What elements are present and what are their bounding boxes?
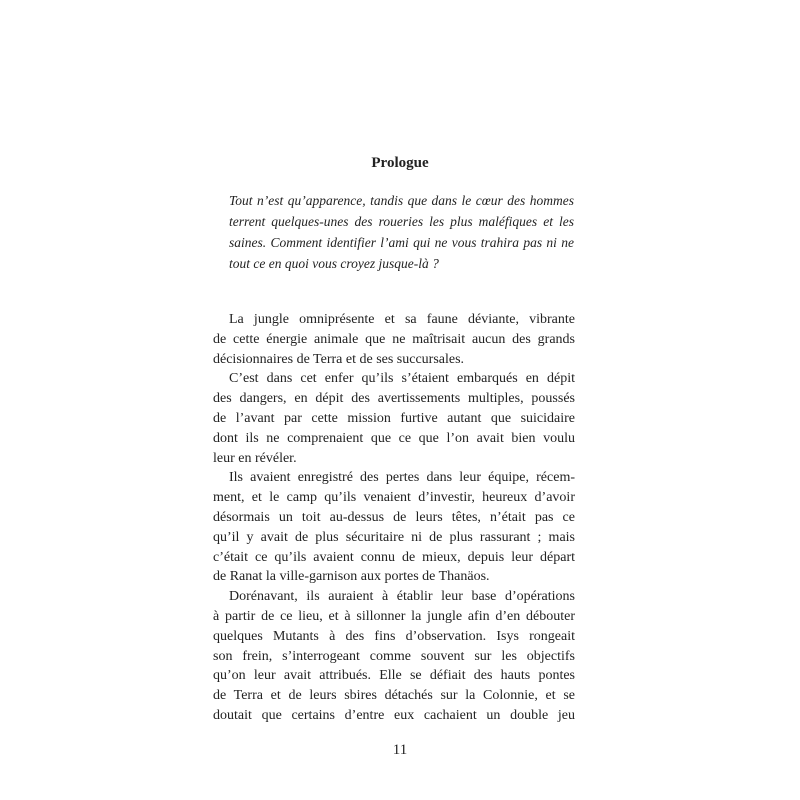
paragraph-line: de Terra et de leurs sbires détachés sur la Colonnie, et se [213,688,575,704]
paragraph-line: ment, et le camp qu’ils venaient d’investir, heureux d’avoir [213,490,575,506]
epigraph-line: saines. Comment identifier l’ami qui ne vous trahira pas ni ne [229,235,574,250]
paragraph [213,369,575,468]
paragraph-line: doutait que certains d’entre eux cachaient un double jeu [213,707,575,723]
paragraph-line: Dorénavant, ils auraient à établir leur base d’opérations [229,589,575,605]
page-title: Prologue [371,155,429,171]
paragraph-line: dont ils ne comprenaient que ce que l’on avait bien voulu [213,430,575,446]
epigraph-line: tout ce en quoi vous croyez jusque-là ? [229,256,439,271]
page-number: 11 [392,742,408,758]
paragraph-line: de l’avant par cette mission furtive autant que suicidaire [213,410,575,426]
paragraph-line: désormais un toit au-dessus de leurs têtes, n’était pas ce [213,509,575,525]
paragraph-line: c’était ce qu’ils avaient connu de mieux, depuis leur départ [213,549,575,565]
paragraph-line: à partir de ce lieu, et à sillonner la jungle afin d’en débouter [213,608,575,624]
paragraph [213,587,575,726]
paragraph-line: La jungle omniprésente et sa faune déviante, vibrante [229,312,575,327]
paragraph-line: C’est dans cet enfer qu’ils s’étaient embarqués en dépit [229,371,575,387]
epigraph-line: terrent quelques-unes des roueries les plus maléfiques et les [229,214,574,229]
paragraph-line: de Ranat la ville-garnison aux portes de Thanäos. [213,569,490,585]
paragraph-line: Ils avaient enregistré des pertes dans leur équipe, récem- [229,470,575,486]
epigraph-line: Tout n’est qu’apparence, tandis que dans le cœur des hommes [229,193,574,208]
epigraph [229,190,574,274]
paragraph-line: qu’on leur avait attribués. Elle se défiait des hauts pontes [213,668,575,684]
paragraph-line: qu’il y avait de plus sécuritaire ni de plus rassurant ; mais [213,529,575,545]
paragraph-line: son frein, s’interrogeant comme souvent sur les objectifs [213,648,575,664]
paragraph-line: décisionnaires de Terra et de ses succursales. [213,351,465,367]
paragraph-line: de cette énergie animale que ne maîtrisait aucun des grands [213,331,575,347]
paragraph-line: leur en révéler. [213,450,297,466]
paragraph [213,468,575,587]
body-text [213,310,575,726]
paragraph [213,310,575,369]
paragraph-line: des dangers, en dépit des avertissements multiples, poussés [213,391,575,407]
paragraph-line: quelques Mutants à des fins d’observation. Isys rongeait [213,628,575,644]
